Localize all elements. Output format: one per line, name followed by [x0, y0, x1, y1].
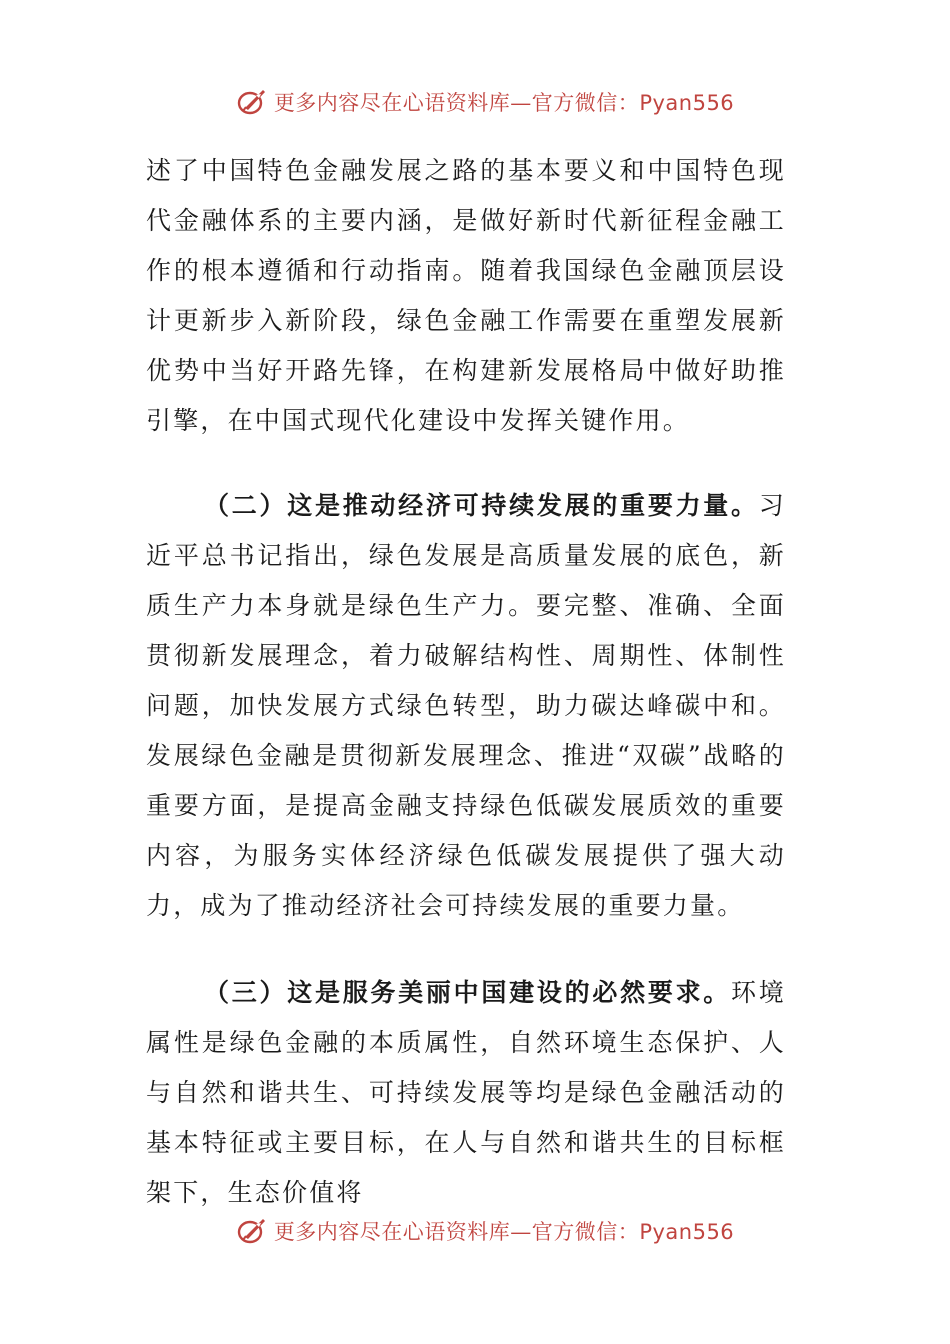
- section-2-heading: （二）这是推动经济可持续发展的重要力量。: [204, 491, 759, 520]
- banner-text: 更多内容尽在心语资料库—官方微信：Pyan556: [273, 91, 735, 115]
- document-body: [146, 146, 786, 1218]
- quill-logo-icon: [236, 86, 268, 118]
- paragraph-2-text: 习近平总书记指出，绿色发展是高质量发展的底色，新质生产力本身就是绿色生产力。要完整、准确、全面贯彻新发展理念，着力破解结构性、周期性、体制性问题，加快发展方式绿色转型，助力碳达峰碳中和。发展绿色金融是贯彻新发展理念、推进“双碳”战略的重要方面，是提高金融支持绿色低碳发展质效的重要内容，为服务实体经济绿色低碳发展提供了强大动力，成为了推动经济社会可持续发展的重要力量。: [146, 491, 786, 920]
- section-3-heading: （三）这是服务美丽中国建设的必然要求。: [204, 978, 732, 1007]
- paragraph-3-text: 环境属性是绿色金融的本质属性，自然环境生态保护、人与自然和谐共生、可持续发展等均是绿色金融活动的基本特征或主要目标，在人与自然和谐共生的目标框架下，生态价值将: [146, 978, 786, 1207]
- quill-logo-icon: [236, 1215, 268, 1247]
- paragraph-2: [146, 481, 786, 931]
- paragraph-1-text: 述了中国特色金融发展之路的基本要义和中国特色现代金融体系的主要内涵，是做好新时代新征程金融工作的根本遵循和行动指南。随着我国绿色金融顶层设计更新步入新阶段，绿色金融工作需要在重塑发展新优势中当好开路先锋，在构建新发展格局中做好助推引擎，在中国式现代化建设中发挥关键作用。: [146, 156, 786, 435]
- wechat-id: Pyan556: [639, 91, 735, 115]
- header-banner: [0, 82, 950, 122]
- paragraph-1: [146, 146, 786, 446]
- footer-banner: [0, 1211, 950, 1251]
- banner-text: 更多内容尽在心语资料库—官方微信：Pyan556: [273, 1220, 735, 1244]
- wechat-id: Pyan556: [639, 1220, 735, 1244]
- paragraph-3: [146, 968, 786, 1218]
